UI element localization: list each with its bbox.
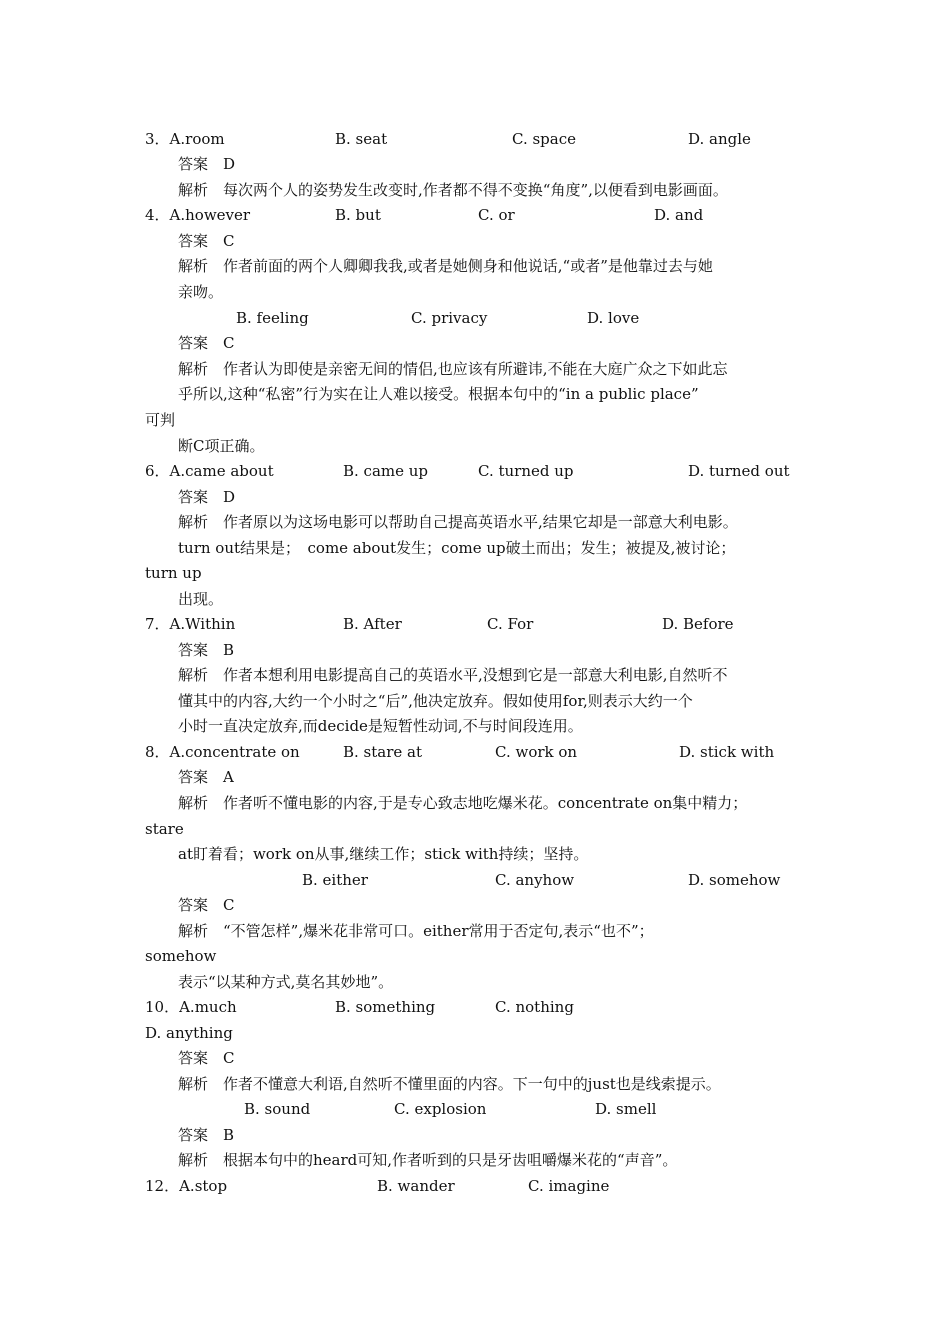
- text-line: 解析 “不管怎样”,爆米花非常可口。either常用于否定句,表示“也不”；: [178, 922, 654, 940]
- option-text: D. smell: [595, 1100, 657, 1118]
- text-line: 断C项正确。: [178, 437, 265, 455]
- text-line: 解析 作者不懂意大利语,自然听不懂里面的内容。下一句中的just也是线索提示。: [178, 1075, 721, 1093]
- text-line: at盯着看；work on从事,继续工作；stick with持续；坚持。: [178, 845, 589, 863]
- option-text: B. stare at: [343, 743, 423, 761]
- option-text: D. somehow: [688, 871, 781, 889]
- text-line: 答案 D: [178, 155, 236, 173]
- option-text: B. After: [343, 615, 402, 633]
- text-line: turn out结果是； come about发生；come up破土而出；发生；被提及,被讨论；: [178, 539, 736, 557]
- option-text: 3．A.room: [145, 130, 225, 148]
- text-line: 解析 根据本句中的heard可知,作者听到的只是牙齿咀嚼爆米花的“声音”。: [178, 1151, 678, 1169]
- option-text: C. anyhow: [495, 871, 575, 889]
- option-text: C. privacy: [411, 309, 488, 327]
- option-text: B. came up: [343, 462, 429, 480]
- text-line: 解析 作者本想利用电影提高自己的英语水平,没想到它是一部意大利电影,自然听不: [178, 666, 728, 684]
- text-line: turn up: [145, 564, 202, 582]
- option-text: 4．A.however: [145, 206, 251, 224]
- option-text: C. turned up: [478, 462, 574, 480]
- option-text: B. but: [335, 206, 381, 224]
- option-text: D. and: [654, 206, 704, 224]
- option-text: B. either: [302, 871, 368, 889]
- text-line: D. anything: [145, 1024, 233, 1042]
- text-line: 答案 B: [178, 641, 235, 659]
- text-line: 解析 作者听不懂电影的内容,于是专心致志地吃爆米花。concentrate on集中精力；: [178, 794, 748, 812]
- text-line: 答案 B: [178, 1126, 235, 1144]
- option-text: D. Before: [662, 615, 734, 633]
- option-text: 12．A.stop: [145, 1177, 228, 1195]
- text-line: somehow: [145, 947, 217, 965]
- text-line: 懂其中的内容,大约一个小时之“后”,他决定放弃。假如使用for,则表示大约一个: [178, 692, 693, 710]
- option-text: B. feeling: [236, 309, 309, 327]
- option-text: C. work on: [495, 743, 578, 761]
- option-text: 10．A.much: [145, 998, 237, 1016]
- text-line: 乎所以,这种“私密”行为实在让人难以接受。根据本句中的“in a public place”: [178, 385, 699, 403]
- text-line: 表示“以某种方式,莫名其妙地”。: [178, 973, 394, 991]
- option-text: D. turned out: [688, 462, 790, 480]
- option-text: C. nothing: [495, 998, 574, 1016]
- text-line: 解析 作者认为即使是亲密无间的情侣,也应该有所避讳,不能在大庭广众之下如此忘: [178, 360, 728, 378]
- text-line: 答案 D: [178, 488, 236, 506]
- option-text: D. love: [587, 309, 640, 327]
- text-line: 答案 C: [178, 1049, 235, 1067]
- option-text: C. space: [512, 130, 576, 148]
- option-text: D. angle: [688, 130, 751, 148]
- option-text: 6．A.came about: [145, 462, 274, 480]
- text-line: 解析 作者原以为这场电影可以帮助自己提高英语水平,结果它却是一部意大利电影。: [178, 513, 738, 531]
- option-text: C. or: [478, 206, 515, 224]
- option-text: D. stick with: [679, 743, 775, 761]
- option-text: B. wander: [377, 1177, 455, 1195]
- text-line: 可判: [145, 411, 176, 429]
- text-line: 答案 A: [178, 768, 234, 786]
- text-line: 出现。: [178, 590, 224, 608]
- option-text: B. seat: [335, 130, 388, 148]
- text-line: 答案 C: [178, 334, 235, 352]
- text-line: 解析 每次两个人的姿势发生改变时,作者都不得不变换“角度”,以便看到电影画面。: [178, 181, 728, 199]
- option-text: B. something: [335, 998, 436, 1016]
- option-text: C. imagine: [528, 1177, 610, 1195]
- text-line: stare: [145, 820, 184, 838]
- option-text: B. sound: [244, 1100, 311, 1118]
- text-line: 答案 C: [178, 232, 235, 250]
- option-text: C. explosion: [394, 1100, 487, 1118]
- text-line: 小时一直决定放弃,而decide是短暂性动词,不与时间段连用。: [178, 717, 583, 735]
- text-line: 亲吻。: [178, 283, 224, 301]
- option-text: 8．A.concentrate on: [145, 743, 300, 761]
- text-line: 答案 C: [178, 896, 235, 914]
- text-line: 解析 作者前面的两个人卿卿我我,或者是她侧身和他说话,“或者”是他靠过去与她: [178, 257, 713, 275]
- option-text: C. For: [487, 615, 534, 633]
- option-text: 7．A.Within: [145, 615, 236, 633]
